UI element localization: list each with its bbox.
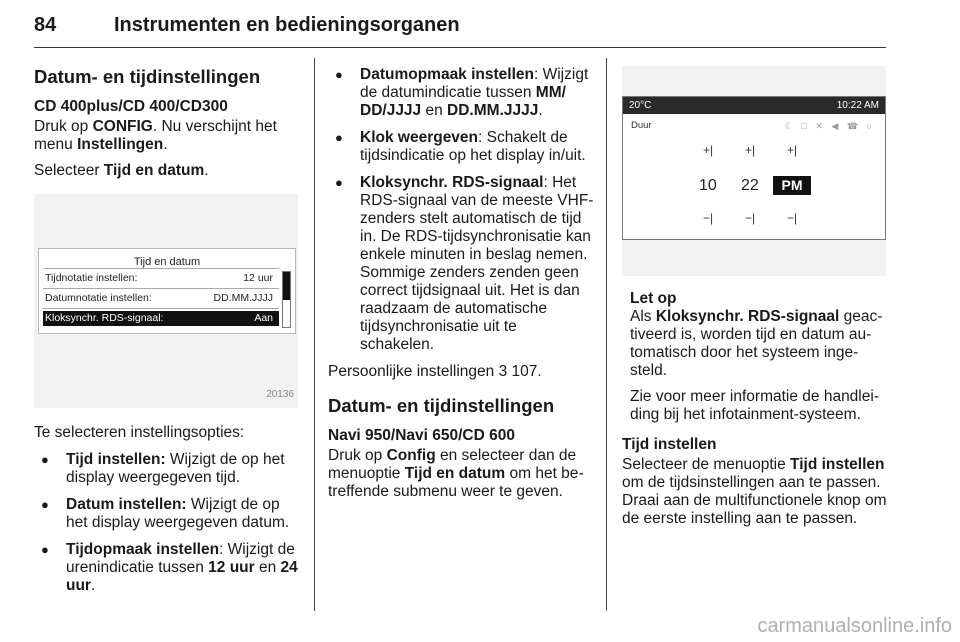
divider — [43, 288, 279, 289]
screen-title: Duur — [631, 120, 652, 131]
list-item: ● Datumopmaak instellen: Wijzigt de datumindicatie tussen MM/ DD/JJJJ en DD.MM.JJJJ. — [328, 66, 594, 120]
sub-heading: Tijd instellen — [622, 436, 717, 453]
increment-hour-button[interactable]: +| — [703, 143, 714, 157]
menu-row[interactable]: Tijdnotatie instellen: 12 uur — [45, 272, 273, 284]
decrement-minute-button[interactable]: −| — [745, 211, 756, 225]
hour-value: 10 — [699, 177, 717, 194]
divider — [43, 308, 279, 309]
note-text: Zie voor meer informatie de handleiding bij het infotainment-systeem. — [630, 388, 879, 423]
column-right — [622, 66, 888, 536]
note-text: Als Kloksynchr. RDS-signaal geactiveerd is, worden tijd en datum automatisch door het systeem ingesteld. — [630, 308, 883, 379]
header-rule — [34, 47, 886, 48]
sub-heading: Navi 950/Navi 650/CD 600 — [328, 427, 515, 444]
temperature: 20°C — [629, 100, 652, 111]
cross-reference: Persoonlijke instellingen 3 107. — [328, 363, 542, 380]
column-left — [34, 66, 300, 604]
decrement-hour-button[interactable]: −| — [703, 211, 714, 225]
reference-link[interactable]: 3 107. — [498, 363, 542, 380]
display-screen — [38, 248, 296, 334]
column-middle — [328, 66, 594, 509]
list-item: ● Tijd instellen: Wijzigt de op het display weergegeven tijd. — [34, 451, 300, 487]
increment-minute-button[interactable]: +| — [745, 143, 756, 157]
list-item: ● Kloksynchr. RDS-signaal: Het RDS-signaal van de meeste VHF-zenders stelt automatisch de tijd in. De RDS-tijdsynchronisatie kan enkele minuten in beslag nemen. Sommige zenders zenden geen correct tijdsignaal uit. Het is dan raadzaam de automatische tijdsynchronisatie uit te schakelen. — [328, 174, 594, 354]
paragraph: Selecteer de menuoptie Tijd instellen om de tijdsinstellingen aan te passen. Draai aan de multifunctionele knop om de eerste instelling aan te passen. — [622, 456, 887, 527]
watermark-footer: carmanualsonline.info — [757, 615, 952, 637]
ampm-value[interactable]: PM — [773, 176, 811, 195]
figure-number: 20136 — [266, 389, 294, 400]
page-header-title: Instrumenten en bedieningsorganen — [114, 14, 460, 36]
section-title: Datum- en tijdinstellingen — [34, 66, 261, 87]
menu-row[interactable]: Datumnotatie instellen: DD.MM.JJJJ — [45, 292, 273, 304]
increment-ampm-button[interactable]: +| — [787, 143, 798, 157]
scroll-thumb[interactable] — [283, 272, 290, 300]
options-intro: Te selecteren instellingsopties: — [34, 424, 245, 441]
divider — [43, 268, 279, 269]
note-heading: Let op — [630, 290, 677, 307]
menu-row-selected[interactable]: Kloksynchr. RDS-signaal: Aan — [43, 311, 279, 326]
column-divider-left — [314, 58, 315, 611]
clock: 10:22 AM — [836, 100, 879, 111]
options-list — [34, 451, 300, 595]
screen-title: Tijd en datum — [133, 256, 201, 268]
paragraph: Selecteer Tijd en datum. — [34, 162, 209, 179]
column-divider-right — [606, 58, 607, 611]
status-bar — [623, 97, 885, 114]
sub-heading: CD 400plus/CD 400/CD300 — [34, 98, 228, 115]
paragraph: Druk op Config en selecteer dan de menuoptie Tijd en datum om het betreffende submenu weer te geven. — [328, 447, 584, 500]
paragraph: Druk op CONFIG. Nu verschijnt het menu Instellingen. — [34, 118, 277, 153]
display-screen — [622, 96, 886, 240]
decrement-ampm-button[interactable]: −| — [787, 211, 798, 225]
options-list — [328, 66, 594, 354]
minute-value: 22 — [741, 177, 759, 194]
scrollbar[interactable] — [282, 271, 291, 328]
display-screenshot-figure — [34, 194, 298, 408]
list-item: ● Klok weergeven: Schakelt de tijdsindicatie op het display in/uit. — [328, 129, 594, 165]
page-number: 84 — [34, 14, 57, 36]
display-screenshot-figure — [622, 66, 886, 276]
status-icons: ☾ □ ✕ ◀ ☎ ○ — [784, 121, 875, 131]
section-title: Datum- en tijdinstellingen — [328, 395, 555, 416]
list-item: ● Tijdopmaak instellen: Wijzigt de urenindicatie tussen 12 uur en 24 uur. — [34, 541, 300, 595]
list-item: ● Datum instellen: Wijzigt de op het display weergegeven datum. — [34, 496, 300, 532]
